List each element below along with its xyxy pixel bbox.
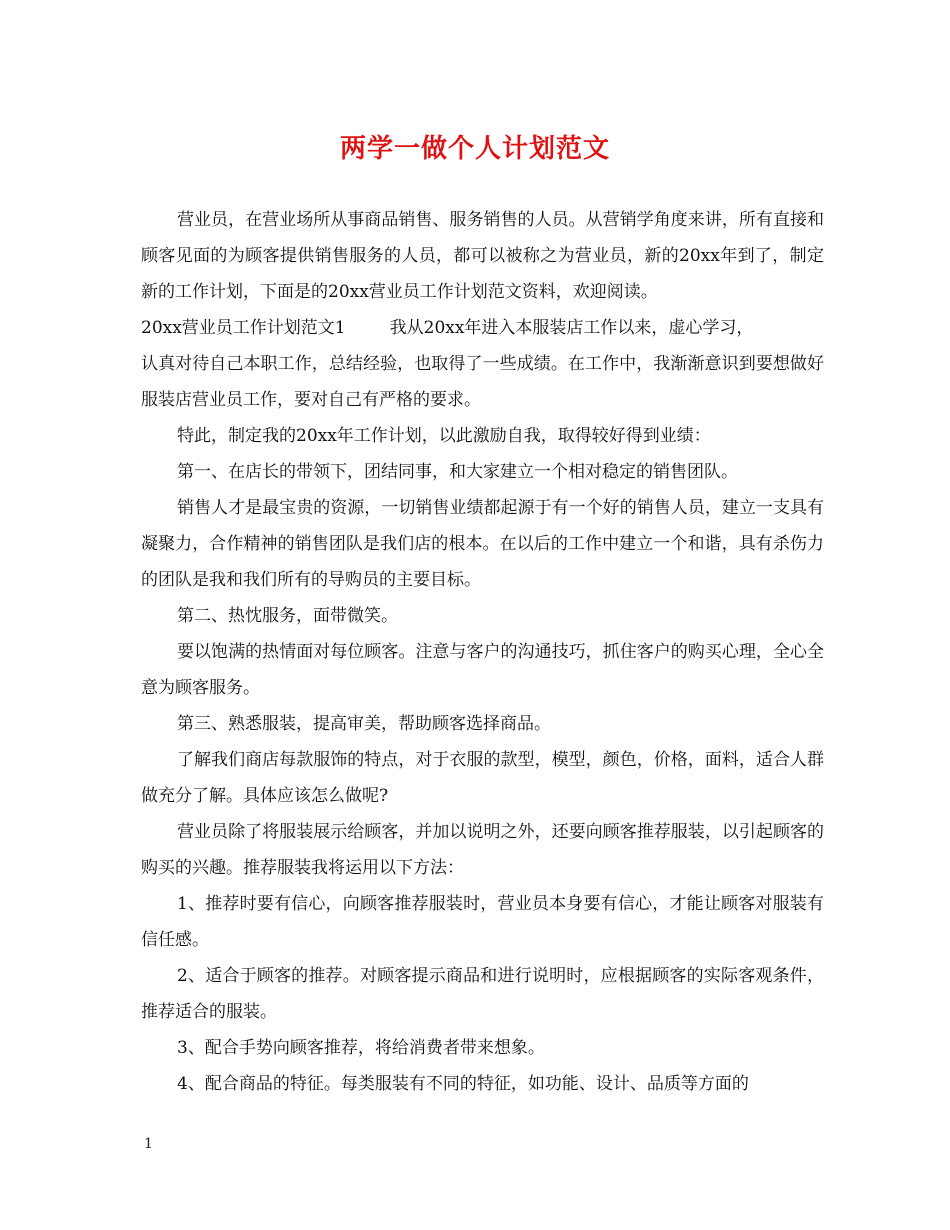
page-number: 1	[144, 1136, 153, 1152]
paragraph-experience: 认真对待自己本职工作，总结经验，也取得了一些成绩。在工作中，我渐渐意识到要想做好服装店营业员工作，要对自己有严格的要求。	[141, 354, 824, 410]
paragraph-recommend: 营业员除了将服装展示给顾客，并加以说明之外，还要向顾客推荐服装，以引起顾客的购买的兴趣。推荐服装我将运用以下方法：	[141, 822, 824, 878]
paragraph-method-one: 1、推荐时要有信心，向顾客推荐服装时，营业员本身要有信心，才能让顾客对服装有信任感。	[141, 894, 824, 950]
paragraph-method-two: 2、适合于顾客的推荐。对顾客提示商品和进行说明时，应根据顾客的实际客观条件，推荐适合的服装。	[141, 966, 824, 1022]
paragraph-method-four: 4、配合商品的特征。每类服装有不同的特征，如功能、设计、品质等方面的	[177, 1074, 749, 1094]
document-body	[141, 202, 824, 1102]
document-title: 两学一做个人计划范文	[339, 134, 610, 164]
section-heading-label: 20xx营业员工作计划范文1	[141, 318, 346, 338]
paragraph-know-products: 了解我们商店每款服饰的特点，对于衣服的款型，模型，颜色，价格，面料，适合人群做充分了解。具体应该怎么做呢?	[141, 750, 824, 806]
paragraph-intro: 营业员，在营业场所从事商品销售、服务销售的人员。从营销学角度来讲，所有直接和顾客见面的为顾客提供销售服务的人员，都可以被称之为营业员，新的20xx年到了，制定新的工作计划，下面是的20xx营业员工作计划范文资料，欢迎阅读。	[141, 210, 824, 302]
paragraph-team: 销售人才是最宝贵的资源，一切销售业绩都起源于有一个好的销售人员，建立一支具有凝聚力，合作精神的销售团队是我们店的根本。在以后的工作中建立一个和谐，具有杀伤力的团队是我和我们所有的导购员的主要目标。	[141, 498, 824, 590]
paragraph-point-two: 第二、热忱服务，面带微笑。	[177, 606, 398, 626]
paragraph-point-one: 第一、在店长的带领下，团结同事，和大家建立一个相对稳定的销售团队。	[177, 462, 738, 482]
paragraph-plan-intro: 特此，制定我的20xx年工作计划，以此激励自我，取得较好得到业绩：	[177, 426, 711, 446]
paragraph-method-three: 3、配合手势向顾客推荐，将给消费者带来想象。	[177, 1038, 545, 1058]
section-heading-continuation: 我从20xx年进入本服装店工作以来，虚心学习，	[389, 318, 754, 338]
paragraph-point-three: 第三、熟悉服装，提高审美，帮助顾客选择商品。	[177, 714, 551, 734]
paragraph-section-heading	[141, 310, 824, 346]
paragraph-service: 要以饱满的热情面对每位顾客。注意与客户的沟通技巧，抓住客户的购买心理，全心全意为顾客服务。	[141, 642, 824, 698]
